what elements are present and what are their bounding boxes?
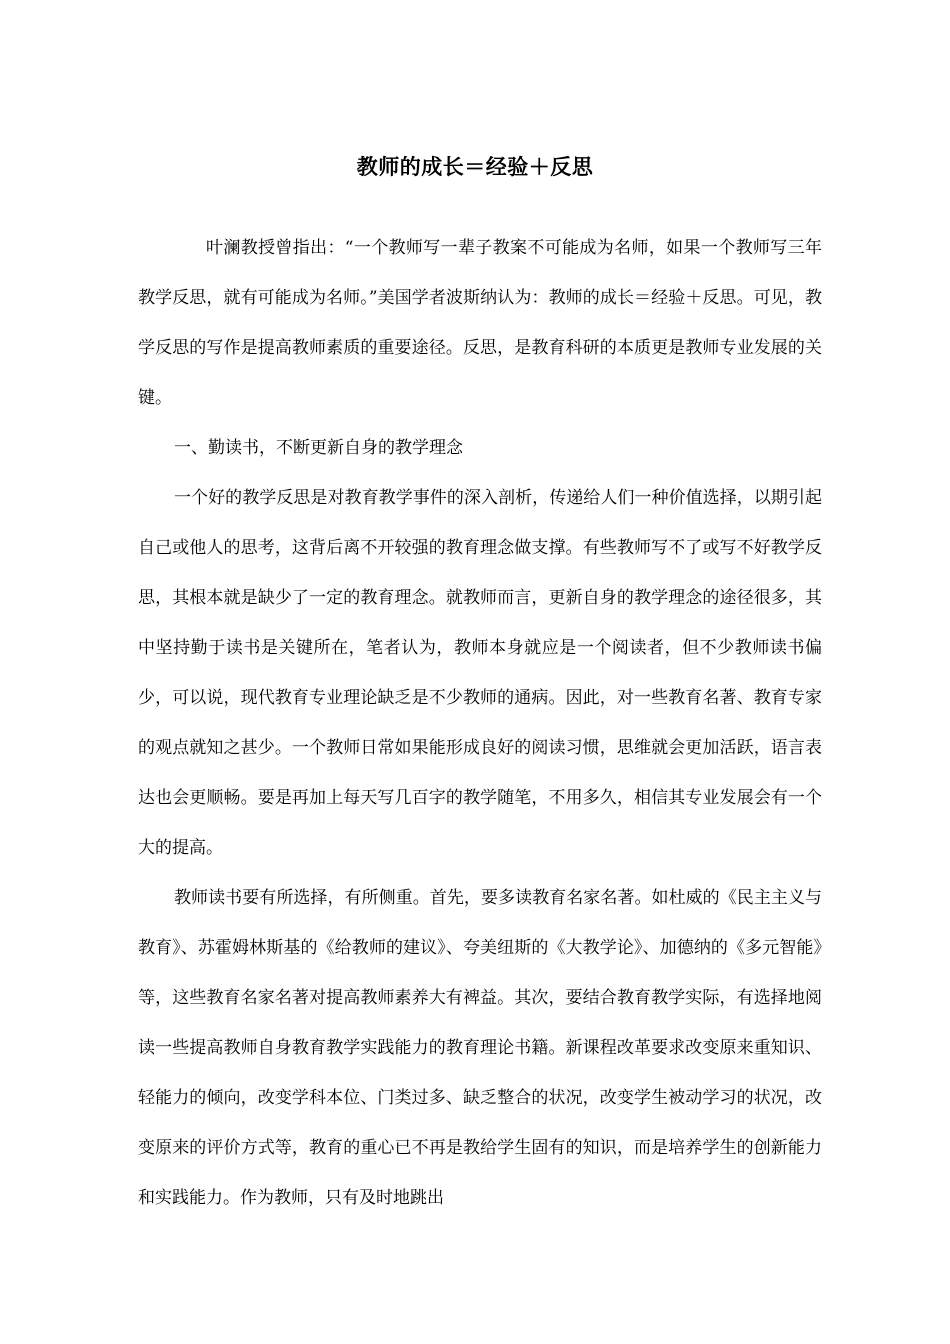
paragraph-book-selection: 教师读书要有所选择，有所侧重。首先，要多读教育名家名著。如杜威的《民主主义与教育》、苏霍姆林斯基的《给教师的建议》、夸美纽斯的《大教学论》、加德纳的《多元智能》等，这些教育名家名著对提高教师素养大有裨益。其次，要结合教育教学实际，有选择地阅读一些提高教师自身教育教学实践能力的教育理论书籍。新课程改革要求改变原来重知识、轻能力的倾向，改变学科本位、门类过多、缺乏整合的状况，改变学生被动学习的状况，改变原来的评价方式等，教育的重心已不再是教给学生固有的知识，而是培养学生的创新能力和实践能力。作为教师，只有及时地跳出 <box>138 888 822 1208</box>
paragraph-intro: 叶澜教授曾指出：“一个教师写一辈子教案不可能成为名师，如果一个教师写三年教学反思，就有可能成为名师。”美国学者波斯纳认为：教师的成长＝经验＋反思。可见，教学反思的写作是提高教师素质的重要途径。反思，是教育科研的本质更是教师专业发展的关键。 <box>138 238 822 408</box>
section-heading: 一、勤读书，不断更新自身的教学理念 <box>174 438 463 458</box>
document-title: 教师的成长＝经验＋反思 <box>356 154 594 179</box>
document-body <box>138 223 822 1223</box>
paragraph-reading: 一个好的教学反思是对教育教学事件的深入剖析，传递给人们一种价值选择，以期引起自己或他人的思考，这背后离不开较强的教育理念做支撑。有些教师写不了或写不好教学反思，其根本就是缺少了一定的教育理念。就教师而言，更新自身的教学理念的途径很多，其中坚持勤于读书是关键所在，笔者认为，教师本身就应是一个阅读者，但不少教师读书偏少，可以说，现代教育专业理论缺乏是不少教师的通病。因此，对一些教育名著、教育专家的观点就知之甚少。一个教师日常如果能形成良好的阅读习惯，思维就会更加活跃，语言表达也会更顺畅。要是再加上每天写几百字的教学随笔，不用多久，相信其专业发展会有一个大的提高。 <box>138 488 822 858</box>
